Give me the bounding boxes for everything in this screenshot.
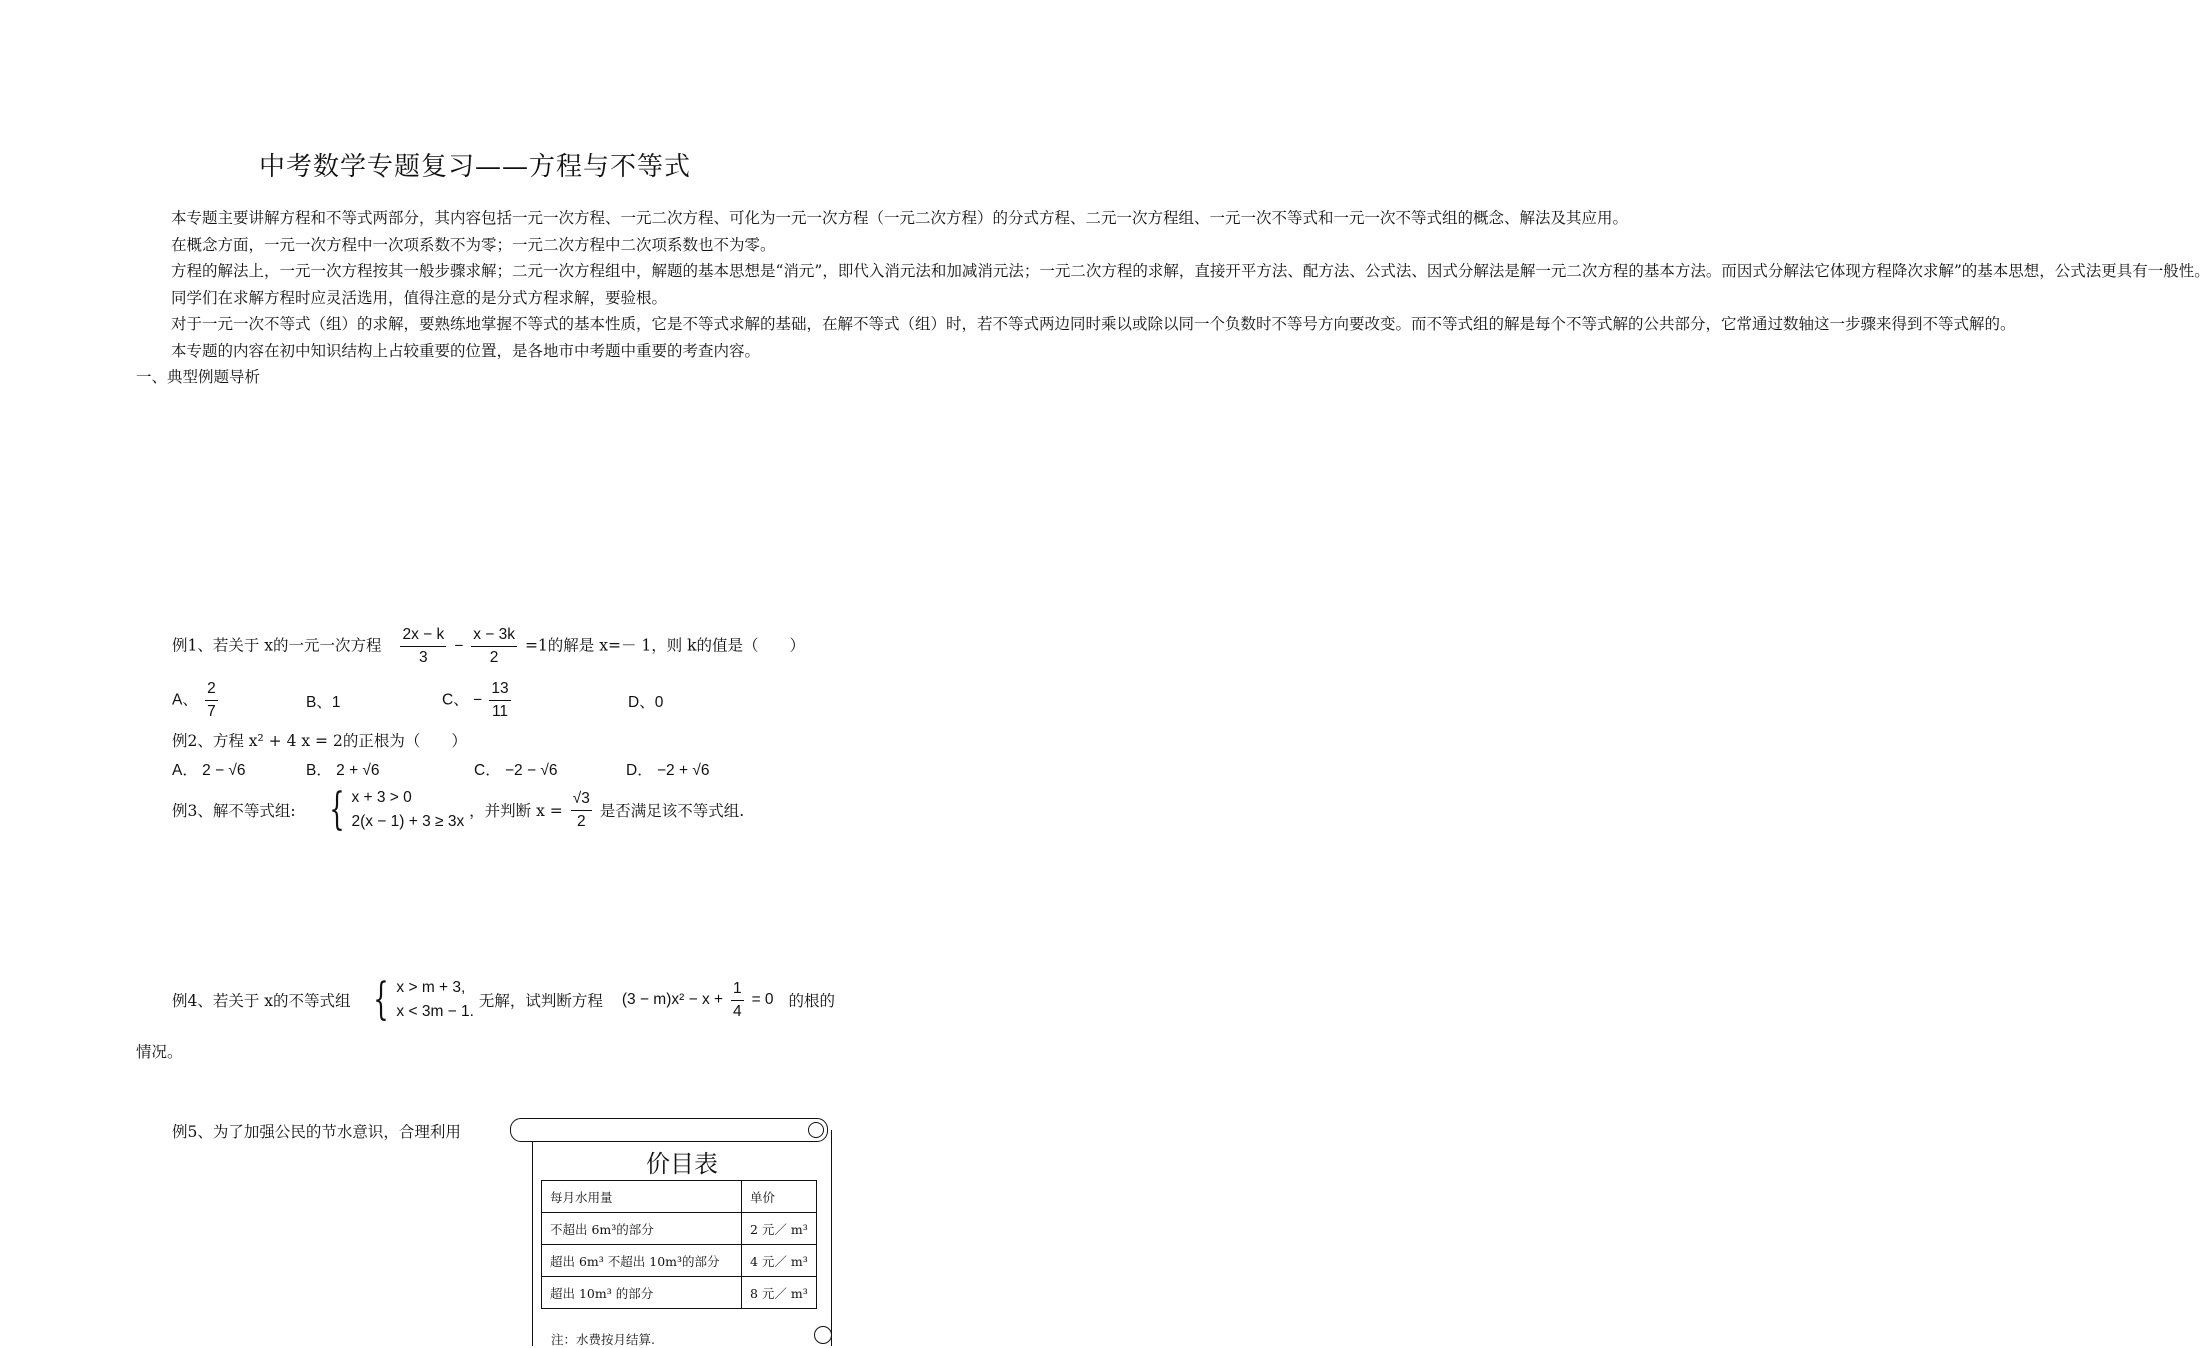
inequality-line: 2(x − 1) + 3 ≥ 3x (351, 813, 465, 830)
table-row (542, 1245, 817, 1277)
section-heading: 一、典型例题导析 (136, 368, 261, 386)
table-cell: 8 元／ m³ (742, 1277, 817, 1309)
example-1-option-b: B、1 (306, 694, 341, 711)
page-title: 中考数学专题复习——方程与不等式 (258, 152, 691, 182)
equation-right: = 0 (751, 991, 774, 1008)
example-4-suffix: 的根的 (788, 992, 835, 1010)
scroll-curl-icon (808, 1122, 824, 1138)
table-cell: 4 元／ m³ (742, 1245, 817, 1277)
intro-paragraph: 本专题的内容在初中知识结构上占较重要的位置，是各地市中考题中重要的考查内容。 (171, 341, 761, 360)
intro-paragraph: 在概念方面，一元一次方程中一次项系数不为零；一元二次方程中二次项系数也不为零。 (171, 235, 776, 254)
example-3-prefix: 例3、解不等式组: (172, 802, 296, 820)
numerator: 1 (731, 980, 744, 1001)
table-row (542, 1181, 817, 1213)
intro-text (136, 205, 2210, 391)
fraction (400, 626, 446, 667)
price-table-scroll (510, 1118, 830, 1346)
numerator: x − 3k (471, 626, 517, 647)
table-header-cell: 单价 (742, 1181, 817, 1213)
denominator: 2 (576, 812, 586, 830)
example-3 (172, 786, 744, 834)
fraction (471, 626, 517, 667)
example-4 (172, 976, 835, 1024)
intro-paragraph: 对于一元一次不等式（组）的求解，要熟练地掌握不等式的基本性质，它是不等式求解的基础，在解不等式（组）时，若不等式两边同时乘以或除以同一个负数时不等号方向要改变。而不等式组的解是每个不等式解的公共部分，它常通过数轴这一步骤来得到不等式解的。 (171, 315, 2016, 333)
numerator: 13 (489, 680, 510, 701)
minus-sign: − (454, 637, 464, 655)
example-2-option-c: C． −2 − √6 (474, 762, 558, 779)
fraction (571, 790, 592, 831)
example-2-option-b: B． 2 + √6 (306, 762, 380, 779)
denominator: 11 (491, 702, 509, 720)
example-1-prefix: 例1、若关于 x的一元一次方程 (172, 636, 382, 655)
option-label: C、 − (442, 691, 483, 709)
intro-paragraph: 同学们在求解方程时应灵活选用，值得注意的是分式方程求解，要验根。 (171, 288, 668, 307)
table-cell: 不超出 6m³的部分 (542, 1213, 742, 1245)
equation-left: (3 − m)x² − x + (621, 991, 724, 1008)
option-label: A、 (172, 691, 198, 709)
example-1-option-d: D、0 (628, 694, 664, 711)
example-5-question: 例5、为了加强公民的节水意识，合理利用 (172, 1123, 461, 1141)
example-2-option-a: A． 2 − √6 (172, 762, 246, 779)
example-4-prefix: 例4、若关于 x的不等式组 (172, 992, 351, 1010)
inequality-system (396, 976, 474, 1024)
price-table-note: 注：水费按月结算. (551, 1332, 655, 1347)
scroll-roll-top (510, 1118, 828, 1142)
denominator: 3 (419, 648, 428, 666)
table-cell: 超出 6m³ 不超出 10m³的部分 (542, 1245, 742, 1277)
table-row (542, 1213, 817, 1245)
table-cell: 2 元／ m³ (742, 1213, 817, 1245)
example-4-mid: 无解，试判断方程 (478, 992, 603, 1010)
example-3-suffix: 是否满足该不等式组. (599, 802, 745, 820)
example-3-mid: ，并判断 x = (469, 802, 563, 820)
inequality-system (351, 786, 464, 834)
numerator: 2 (205, 680, 218, 701)
example-1 (172, 626, 805, 667)
inequality-line: x < 3m − 1. (396, 1003, 474, 1020)
inequality-line: x + 3 > 0 (351, 789, 412, 806)
brace-icon: { (328, 784, 345, 835)
table-row (542, 1277, 817, 1309)
fraction (205, 680, 218, 721)
brace-icon: { (373, 974, 390, 1025)
scroll-curl-icon (814, 1326, 832, 1344)
price-table-title: 价目表 (646, 1150, 718, 1178)
example-1-option-a (172, 680, 221, 721)
example-1-option-c (442, 680, 514, 721)
denominator: 7 (207, 702, 216, 720)
fraction (731, 980, 744, 1021)
example-2-option-d: D． −2 + √6 (626, 762, 710, 779)
example-1-suffix: =1的解是 x=－ 1，则 k的值是（ ） (524, 636, 806, 655)
denominator: 4 (733, 1002, 742, 1020)
price-table (541, 1180, 817, 1309)
fraction (489, 680, 510, 721)
table-cell: 超出 10m³ 的部分 (542, 1277, 742, 1309)
example-2-question: 例2、方程 x² + 4 x = 2的正根为（ ） (172, 732, 467, 750)
intro-paragraph: 本专题主要讲解方程和不等式两部分，其内容包括一元一次方程、一元二次方程、可化为一元一次方程（一元二次方程）的分式方程、二元一次方程组、一元一次不等式和一元一次不等式组的概念、解法及其应用。 (171, 209, 1629, 227)
intro-paragraph: 方程的解法上，一元一次方程按其一般步骤求解；二元一次方程组中，解题的基本思想是“消元”，即代入消元法和加减消元法；一元二次方程的求解，直接开平方法、配方法、公式法、因式分解法是解一元二次方程的基本方法。而因式分解法它体现方程降次求解”的基本思想，公式法更具有一般性。 (171, 262, 2210, 280)
denominator: 2 (489, 648, 499, 666)
scroll-body (532, 1130, 832, 1346)
example-4-tail: 情况。 (136, 1043, 183, 1061)
numerator: √3 (571, 790, 592, 811)
inequality-line: x > m + 3, (396, 979, 466, 996)
numerator: 2x − k (400, 626, 446, 647)
table-header-cell: 每月水用量 (542, 1181, 742, 1213)
